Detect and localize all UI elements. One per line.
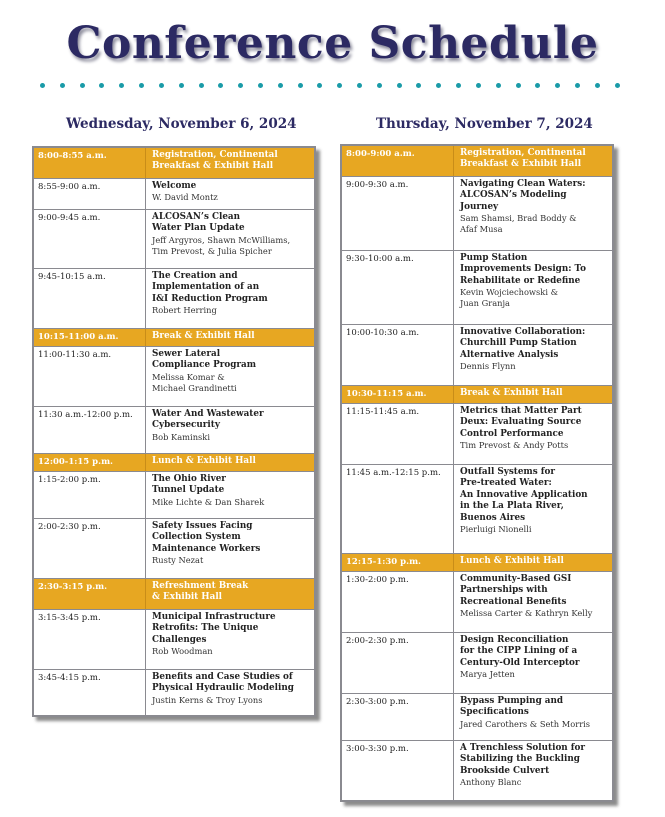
break-row	[342, 554, 612, 572]
divider-dot	[535, 83, 540, 88]
divider-dot	[179, 83, 184, 88]
session-content	[146, 472, 314, 518]
session-title: A Trenchless Solution for Stabilizing the Buckling Brookside Culvert	[460, 743, 586, 776]
dotted-divider	[40, 82, 620, 88]
break-row	[34, 148, 314, 179]
session-title: Design Reconciliation for the CIPP Lining of a Century-Old Interceptor	[460, 635, 580, 668]
divider-dot	[516, 83, 521, 88]
divider-dot	[397, 83, 402, 88]
session-speakers: Dennis Flynn	[460, 361, 516, 372]
session-row	[34, 407, 314, 454]
session-time: 9:00-9:45 a.m.	[34, 210, 146, 268]
session-content	[146, 329, 314, 346]
session-title: Refreshment Break & Exhibit Hall	[152, 581, 249, 603]
session-time: 1:15-2:00 p.m.	[34, 472, 146, 518]
break-row	[34, 329, 314, 347]
divider-dot	[416, 83, 421, 88]
session-speakers: Justin Kerns & Troy Lyons	[152, 694, 263, 705]
session-title: Registration, Continental Breakfast & Exhibit Hall	[152, 150, 278, 172]
session-time: 9:45-10:15 a.m.	[34, 269, 146, 328]
session-content	[454, 404, 612, 464]
session-title: Welcome	[152, 181, 197, 191]
session-speakers: Rusty Nezat	[152, 555, 204, 566]
session-row	[342, 572, 612, 633]
session-title: Water And Wastewater Cybersecurity	[152, 409, 264, 431]
session-content	[146, 519, 314, 578]
session-speakers: Bob Kaminski	[152, 431, 210, 442]
session-title: Registration, Continental Breakfast & Exhibit Hall	[460, 148, 586, 170]
session-speakers: Melissa Komar & Michael Grandinetti	[152, 371, 237, 393]
session-content	[454, 325, 612, 385]
divider-dot	[258, 83, 263, 88]
session-title: Lunch & Exhibit Hall	[152, 456, 256, 466]
divider-dot	[456, 83, 461, 88]
session-time: 2:00-2:30 p.m.	[34, 519, 146, 578]
session-title: Metrics that Matter Part Deux: Evaluating Source Control Performance	[460, 406, 582, 439]
session-time: 11:45 a.m.-12:15 p.m.	[342, 465, 454, 553]
session-row	[34, 519, 314, 579]
session-time: 10:15-11:00 a.m.	[34, 329, 146, 346]
session-title: Break & Exhibit Hall	[152, 331, 255, 341]
session-content	[454, 741, 612, 800]
session-title: Sewer Lateral Compliance Program	[152, 349, 257, 371]
session-time: 3:45-4:15 p.m.	[34, 670, 146, 715]
session-time: 3:00-3:30 p.m.	[342, 741, 454, 800]
divider-dot	[238, 83, 243, 88]
session-time: 9:00-9:30 a.m.	[342, 177, 454, 250]
session-time: 11:30 a.m.-12:00 p.m.	[34, 407, 146, 453]
session-time: 10:00-10:30 a.m.	[342, 325, 454, 385]
session-time: 2:30-3:00 p.m.	[342, 694, 454, 740]
session-time: 8:00-9:00 a.m.	[342, 146, 454, 176]
break-row	[34, 579, 314, 610]
session-row	[342, 741, 612, 800]
session-speakers: Kevin Wojciechowski & Juan Granja	[460, 287, 558, 309]
session-content	[146, 670, 314, 715]
session-time: 2:30-3:15 p.m.	[34, 579, 146, 609]
session-title: Break & Exhibit Hall	[460, 388, 563, 398]
divider-dot	[298, 83, 303, 88]
divider-dot	[278, 83, 283, 88]
divider-dot	[476, 83, 481, 88]
session-title: Safety Issues Facing Collection System Maintenance Workers	[152, 521, 261, 554]
session-content	[454, 177, 612, 250]
session-speakers: Anthony Blanc	[460, 777, 522, 788]
divider-dot	[615, 83, 620, 88]
session-row	[342, 633, 612, 694]
session-time: 8:00-8:55 a.m.	[34, 148, 146, 178]
session-title: Municipal Infrastructure Retrofits: The Unique Challenges	[152, 612, 276, 645]
session-content	[146, 407, 314, 453]
session-content	[146, 179, 314, 209]
session-row	[34, 179, 314, 210]
session-title: Community-Based GSI Partnerships with Recreational Benefits	[460, 574, 572, 607]
session-title: Outfall Systems for Pre-treated Water: An Innovative Application in the La Plata River, Buenos Aires	[460, 467, 588, 523]
session-speakers: Robert Herring	[152, 305, 217, 316]
session-time: 2:00-2:30 p.m.	[342, 633, 454, 693]
session-title: Benefits and Case Studies of Physical Hydraulic Modeling	[152, 672, 294, 694]
session-time: 1:30-2:00 p.m.	[342, 572, 454, 632]
session-row	[34, 472, 314, 519]
schedule-table-wednesday	[32, 146, 316, 717]
session-speakers: Jeff Argyros, Shawn McWilliams, Tim Prevost, & Julia Spicher	[152, 234, 291, 256]
session-content	[454, 633, 612, 693]
divider-dot	[317, 83, 322, 88]
session-title: Innovative Collaboration: Churchill Pump Station Alternative Analysis	[460, 327, 586, 360]
session-content	[454, 572, 612, 632]
session-speakers: Jared Carothers & Seth Morris	[460, 718, 591, 729]
divider-dot	[496, 83, 501, 88]
session-title: Pump Station Improvements Design: To Rehabilitate or Redefine	[460, 253, 586, 286]
session-row	[342, 694, 612, 741]
divider-dot	[595, 83, 600, 88]
divider-dot	[99, 83, 104, 88]
session-title: ALCOSAN’s Clean Water Plan Update	[152, 212, 245, 234]
session-content	[454, 554, 612, 571]
divider-dot	[436, 83, 441, 88]
session-title: The Creation and Implementation of an I&I Reduction Program	[152, 271, 268, 304]
divider-dot	[40, 83, 45, 88]
divider-dot	[159, 83, 164, 88]
session-time: 11:15-11:45 a.m.	[342, 404, 454, 464]
session-row	[34, 269, 314, 329]
session-content	[454, 386, 612, 403]
divider-dot	[575, 83, 580, 88]
session-content	[146, 610, 314, 669]
session-speakers: Pierluigi Nionelli	[460, 524, 532, 535]
session-title: The Ohio River Tunnel Update	[152, 474, 226, 496]
divider-dot	[60, 83, 65, 88]
session-row	[342, 251, 612, 325]
divider-dot	[337, 83, 342, 88]
session-title: Navigating Clean Waters: ALCOSAN’s Modeling Journey	[460, 179, 586, 212]
session-content	[146, 210, 314, 268]
session-content	[454, 146, 612, 176]
session-time: 12:15-1:30 p.m.	[342, 554, 454, 571]
session-row	[34, 210, 314, 269]
break-row	[34, 454, 314, 472]
session-speakers: Melissa Carter & Kathryn Kelly	[460, 608, 593, 619]
session-time: 3:15-3:45 p.m.	[34, 610, 146, 669]
session-row	[342, 325, 612, 386]
divider-dot	[139, 83, 144, 88]
session-content	[454, 465, 612, 553]
session-row	[342, 465, 612, 554]
session-row	[34, 670, 314, 715]
session-time: 8:55-9:00 a.m.	[34, 179, 146, 209]
divider-dot	[555, 83, 560, 88]
break-row	[342, 386, 612, 404]
session-row	[34, 347, 314, 407]
break-row	[342, 146, 612, 177]
day-heading-wednesday: Wednesday, November 6, 2024	[66, 116, 297, 132]
divider-dot	[80, 83, 85, 88]
divider-dot	[218, 83, 223, 88]
session-content	[146, 269, 314, 328]
divider-dot	[357, 83, 362, 88]
session-speakers: Tim Prevost & Andy Potts	[460, 440, 569, 451]
session-time: 11:00-11:30 a.m.	[34, 347, 146, 406]
session-speakers: Sam Shamsi, Brad Boddy & Afaf Musa	[460, 213, 577, 235]
session-title: Lunch & Exhibit Hall	[460, 556, 564, 566]
divider-dot	[377, 83, 382, 88]
session-speakers: Mike Lichte & Dan Sharek	[152, 496, 265, 507]
session-speakers: W. David Montz	[152, 192, 218, 203]
day-heading-thursday: Thursday, November 7, 2024	[376, 116, 593, 132]
session-row	[342, 404, 612, 465]
session-time: 10:30-11:15 a.m.	[342, 386, 454, 403]
session-row	[34, 610, 314, 670]
session-content	[146, 454, 314, 471]
divider-dot	[199, 83, 204, 88]
session-speakers: Marya Jetten	[460, 669, 515, 680]
session-time: 9:30-10:00 a.m.	[342, 251, 454, 324]
divider-dot	[119, 83, 124, 88]
session-content	[454, 694, 612, 740]
session-time: 12:00-1:15 p.m.	[34, 454, 146, 471]
session-content	[454, 251, 612, 324]
session-speakers: Rob Woodman	[152, 646, 213, 657]
schedule-table-thursday	[340, 144, 614, 802]
session-content	[146, 579, 314, 609]
session-content	[146, 148, 314, 178]
session-title: Bypass Pumping and Specifications	[460, 696, 564, 718]
session-content	[146, 347, 314, 406]
page-title: Conference Schedule	[66, 18, 599, 69]
session-row	[342, 177, 612, 251]
